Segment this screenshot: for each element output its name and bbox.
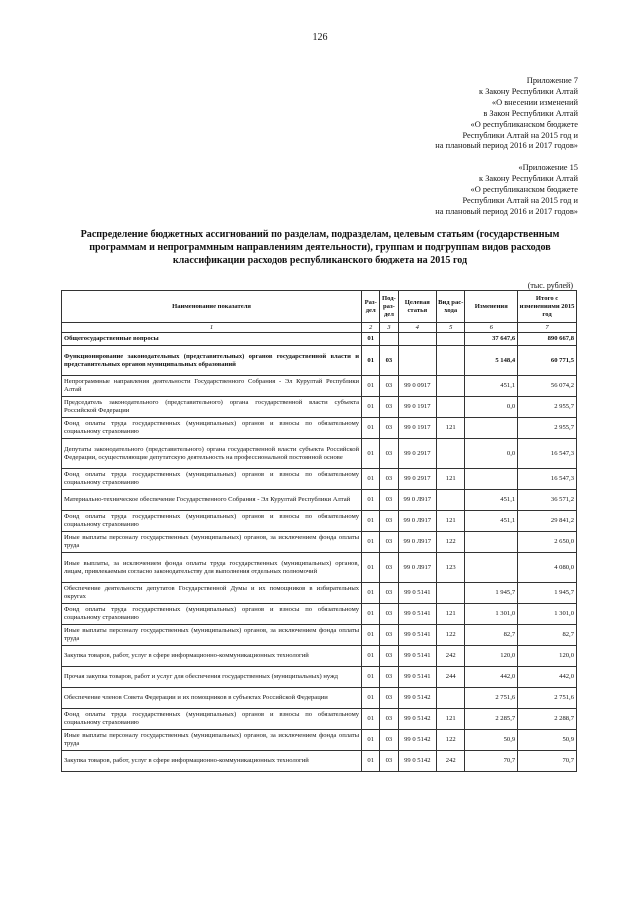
row-name: Фонд оплаты труда государственных (муниципальных) органов и взносы по обязательному социальному страхованию [62,511,362,532]
row-total: 2 650,0 [518,532,577,553]
row-subsection: 03 [380,439,398,469]
row-subsection: 03 [380,376,398,397]
row-change: 37 647,6 [465,333,518,346]
row-target-article: 99 0 Л917 [398,490,437,511]
row-subsection: 03 [380,418,398,439]
row-target-article: 99 0 5141 [398,625,437,646]
row-subsection: 03 [380,490,398,511]
header-expense-type: Вид рас-хода [437,291,465,323]
table-row [62,730,577,751]
table-row [62,667,577,688]
row-name: Обеспечение членов Совета Федерации и их помощников в субъектах Российской Федерации [62,688,362,709]
table-row [62,397,577,418]
row-subsection: 03 [380,730,398,751]
row-expense-type: 121 [437,511,465,532]
row-target-article: 99 0 2917 [398,469,437,490]
row-name: Депутаты законодательного (представительного) органа государственной власти субъекта Российской Федерации, осуществляющие депутатскую деятельность на профессиональной постоянной основе [62,439,362,469]
column-number: 2 [362,323,380,333]
appendix-line: к Закону Республики Алтай [479,173,578,183]
header-total: Итого с изменениями 2015 год [518,291,577,323]
row-target-article [398,346,437,376]
appendix-line: на плановый период 2016 и 2017 годов» [435,141,578,151]
table-row [62,604,577,625]
row-section: 01 [362,439,380,469]
row-expense-type: 122 [437,532,465,553]
table-row [62,709,577,730]
table-row [62,751,577,772]
appendix-current-block [435,76,578,152]
row-name: Непрограммные направления деятельности Государственного Собрания - Эл Курултай Республики Алтай [62,376,362,397]
row-total: 2 955,7 [518,418,577,439]
row-section: 01 [362,709,380,730]
row-total: 82,7 [518,625,577,646]
row-section: 01 [362,730,380,751]
row-name: Обеспечение деятельности депутатов Государственной Думы и их помощников в избирательных округах [62,583,362,604]
row-change: 451,1 [465,490,518,511]
row-target-article: 99 0 5142 [398,709,437,730]
row-change: 70,7 [465,751,518,772]
row-total: 70,7 [518,751,577,772]
row-target-article: 99 0 1917 [398,418,437,439]
row-subsection: 03 [380,667,398,688]
row-change: 442,0 [465,667,518,688]
row-section: 01 [362,418,380,439]
appendix-line: Республики Алтай на 2015 год и [462,195,578,205]
row-name: Фонд оплаты труда государственных (муниципальных) органов и взносы по обязательному социальному страхованию [62,604,362,625]
row-target-article: 99 0 Л917 [398,553,437,583]
row-name: Фонд оплаты труда государственных (муниципальных) органов и взносы по обязательному социальному страхованию [62,709,362,730]
row-subsection: 03 [380,688,398,709]
row-expense-type [437,583,465,604]
row-change: 120,0 [465,646,518,667]
row-change: 1 945,7 [465,583,518,604]
row-expense-type [437,333,465,346]
header-section: Раз-дел [362,291,380,323]
row-expense-type: 122 [437,625,465,646]
row-section: 01 [362,751,380,772]
row-section: 01 [362,604,380,625]
table-row [62,688,577,709]
row-target-article: 99 0 1917 [398,397,437,418]
row-name: Фонд оплаты труда государственных (муниципальных) органов и взносы по обязательному социальному страхованию [62,469,362,490]
table-row [62,418,577,439]
row-change: 82,7 [465,625,518,646]
row-subsection: 03 [380,511,398,532]
row-change: 451,1 [465,511,518,532]
row-subsection: 03 [380,625,398,646]
row-total: 56 074,2 [518,376,577,397]
row-subsection [380,333,398,346]
row-expense-type [437,439,465,469]
row-target-article: 99 0 5141 [398,667,437,688]
row-expense-type: 242 [437,646,465,667]
row-section: 01 [362,346,380,376]
row-target-article: 99 0 5141 [398,604,437,625]
row-change: 0,0 [465,439,518,469]
column-number: 4 [398,323,437,333]
row-section: 01 [362,333,380,346]
row-total: 890 667,8 [518,333,577,346]
table-row [62,511,577,532]
table-row [62,469,577,490]
document-title: Распределение бюджетных ассигнований по разделам, подразделам, целевым статьям (государственным программам и непрограммным направлениям деятельности), группам и подгруппам видов расходов классификации расходов республиканского бюджета на 2015 год [80,229,560,266]
units-label: (тыс. рублей) [527,281,573,290]
header-changes: Изменения [465,291,518,323]
row-change [465,418,518,439]
table-row [62,376,577,397]
appendix-line: «О республиканском бюджете [470,119,578,129]
appendix-line: «Приложение 15 [518,163,578,172]
row-total: 16 547,3 [518,439,577,469]
row-section: 01 [362,625,380,646]
column-number-row [62,323,577,333]
row-subsection: 03 [380,553,398,583]
row-expense-type: 244 [437,667,465,688]
row-change: 50,9 [465,730,518,751]
row-total: 4 080,0 [518,553,577,583]
row-section: 01 [362,397,380,418]
table-row [62,583,577,604]
row-target-article: 99 0 Л917 [398,532,437,553]
page-number: 126 [312,32,328,43]
budget-table [61,290,577,772]
row-subsection: 03 [380,532,398,553]
row-section: 01 [362,688,380,709]
row-target-article: 99 0 5142 [398,730,437,751]
appendix-line: Приложение 7 [526,76,578,85]
row-total: 60 771,5 [518,346,577,376]
row-target-article [398,333,437,346]
row-total: 1 945,7 [518,583,577,604]
row-expense-type [437,346,465,376]
row-expense-type [437,376,465,397]
row-total: 1 301,0 [518,604,577,625]
row-subsection: 03 [380,751,398,772]
row-change: 2 751,6 [465,688,518,709]
column-number: 5 [437,323,465,333]
row-total: 29 841,2 [518,511,577,532]
row-change: 2 285,7 [465,709,518,730]
row-target-article: 99 0 5142 [398,751,437,772]
row-subsection: 03 [380,469,398,490]
row-subsection: 03 [380,646,398,667]
row-section: 01 [362,511,380,532]
column-number: 7 [518,323,577,333]
row-total: 2 955,7 [518,397,577,418]
header-subsection: Под-раз-дел [380,291,398,323]
row-change [465,553,518,583]
table-row [62,439,577,469]
row-target-article: 99 0 5141 [398,646,437,667]
appendix-line: «О республиканском бюджете [470,184,578,194]
row-target-article: 99 0 5142 [398,688,437,709]
row-change: 5 148,4 [465,346,518,376]
row-section: 01 [362,646,380,667]
row-subsection: 03 [380,346,398,376]
row-change: 0,0 [465,397,518,418]
row-expense-type [437,397,465,418]
table-row [62,646,577,667]
table-row [62,490,577,511]
row-section: 01 [362,469,380,490]
row-name: Функционирование законодательных (представительных) органов государственной власти и представительных органов муниципальных образований [62,346,362,376]
table-row [62,346,577,376]
row-target-article: 99 0 2917 [398,439,437,469]
row-total: 2 751,6 [518,688,577,709]
row-name: Иные выплаты персоналу государственных (муниципальных) органов, за исключением фонда оплаты труда [62,532,362,553]
row-name: Фонд оплаты труда государственных (муниципальных) органов и взносы по обязательному социальному страхованию [62,418,362,439]
row-change [465,469,518,490]
column-number: 3 [380,323,398,333]
header-target-article: Целевая статья [398,291,437,323]
row-total: 442,0 [518,667,577,688]
row-name: Материально-техническое обеспечение Государственного Собрания - Эл Курултай Республики Алтай [62,490,362,511]
row-expense-type: 121 [437,418,465,439]
row-target-article: 99 0 Л917 [398,511,437,532]
row-name: Председатель законодательного (представительного) органа государственной власти субъекта Российской Федерации [62,397,362,418]
row-subsection: 03 [380,397,398,418]
table-row [62,532,577,553]
row-expense-type [437,490,465,511]
row-name: Закупка товаров, работ, услуг в сфере информационно-коммуникационных технологий [62,646,362,667]
header-name: Наименование показателя [62,291,362,323]
row-change: 1 301,0 [465,604,518,625]
column-number: 6 [465,323,518,333]
row-name: Иные выплаты, за исключением фонда оплаты труда государственных (муниципальных) органов, лицам, привлекаемым согласно законодательству для выполнения отдельных полномочий [62,553,362,583]
row-expense-type: 121 [437,709,465,730]
row-expense-type: 122 [437,730,465,751]
row-change [465,532,518,553]
row-total: 2 288,7 [518,709,577,730]
row-section: 01 [362,490,380,511]
column-number: 1 [62,323,362,333]
row-subsection: 03 [380,583,398,604]
row-total: 16 547,3 [518,469,577,490]
row-name: Закупка товаров, работ, услуг в сфере информационно-коммуникационных технологий [62,751,362,772]
table-row [62,553,577,583]
table-row [62,333,577,346]
appendix-line: Республики Алтай на 2015 год и [462,130,578,140]
appendix-line: в Закон Республики Алтай [483,108,578,118]
appendix-line: «О внесении изменений [491,97,578,107]
row-total: 120,0 [518,646,577,667]
row-expense-type: 123 [437,553,465,583]
row-name: Иные выплаты персоналу государственных (муниципальных) органов, за исключением фонда оплаты труда [62,625,362,646]
row-section: 01 [362,553,380,583]
row-expense-type: 242 [437,751,465,772]
appendix-line: на плановый период 2016 и 2017 годов» [435,206,578,216]
row-total: 50,9 [518,730,577,751]
row-expense-type: 121 [437,469,465,490]
row-target-article: 99 0 5141 [398,583,437,604]
row-section: 01 [362,583,380,604]
row-expense-type: 121 [437,604,465,625]
row-section: 01 [362,376,380,397]
appendix-line: к Закону Республики Алтай [479,86,578,96]
row-name: Иные выплаты персоналу государственных (муниципальных) органов, за исключением фонда оплаты труда [62,730,362,751]
row-subsection: 03 [380,709,398,730]
table-row [62,625,577,646]
table-header-row [62,291,577,323]
row-name: Общегосударственные вопросы [62,333,362,346]
row-subsection: 03 [380,604,398,625]
row-section: 01 [362,532,380,553]
row-expense-type [437,688,465,709]
row-name: Прочая закупка товаров, работ и услуг для обеспечения государственных (муниципальных) нужд [62,667,362,688]
appendix-original-block [435,163,578,218]
row-total: 36 571,2 [518,490,577,511]
table-body [62,333,577,772]
row-target-article: 99 0 0917 [398,376,437,397]
row-section: 01 [362,667,380,688]
row-change: 451,1 [465,376,518,397]
